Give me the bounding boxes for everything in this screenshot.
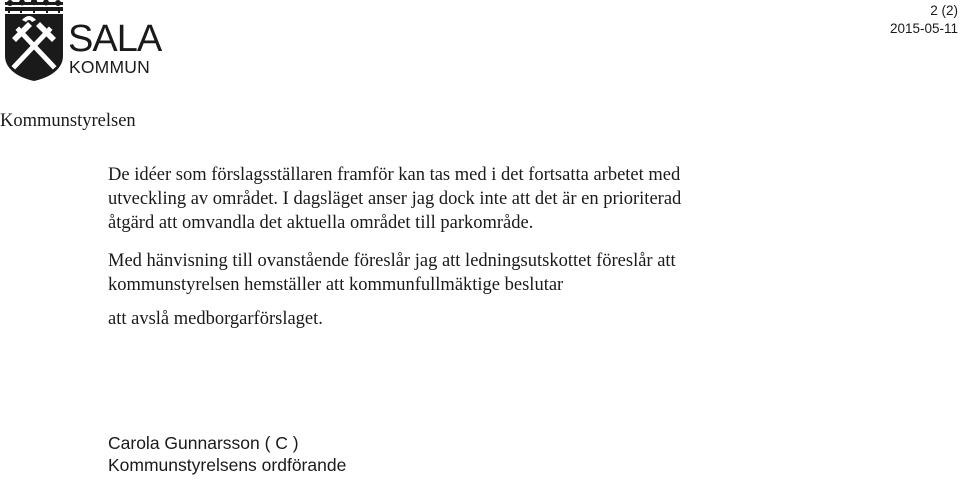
paragraph-2 xyxy=(108,249,808,297)
text-line: Med hänvisning till ovanstående föreslår jag att ledningsutskottet föreslår att xyxy=(108,251,676,271)
paragraph-3 xyxy=(108,307,808,331)
logo-subtitle: KOMMUN xyxy=(69,57,150,77)
page-number: 2 (2) xyxy=(930,3,958,18)
paragraph-1 xyxy=(108,163,808,235)
text-line: utveckling av området. I dagsläget anser jag dock inte att det är en prioriterad xyxy=(108,189,682,209)
page-meta xyxy=(890,2,958,38)
text-line: De idéer som förslagsställaren framför kan tas med i det fortsatta arbetet med xyxy=(108,165,681,185)
signature-block xyxy=(108,432,346,476)
signatory-name: Carola Gunnarsson ( C ) xyxy=(108,433,299,453)
text-line: kommunstyrelsen hemställer att kommunfullmäktige beslutar xyxy=(108,275,564,295)
signatory-title: Kommunstyrelsens ordförande xyxy=(108,455,347,475)
document-body xyxy=(108,163,808,331)
logo-name: SALA xyxy=(68,18,162,60)
text-line: att avslå medborgarförslaget. xyxy=(108,309,323,329)
sala-kommun-logo xyxy=(2,0,182,82)
text-line: åtgärd att omvandla det aktuella området till parkområde. xyxy=(108,213,534,233)
document-date: 2015-05-11 xyxy=(889,21,958,36)
coat-of-arms-icon xyxy=(2,0,66,82)
department-name: Kommunstyrelsen xyxy=(0,111,136,131)
